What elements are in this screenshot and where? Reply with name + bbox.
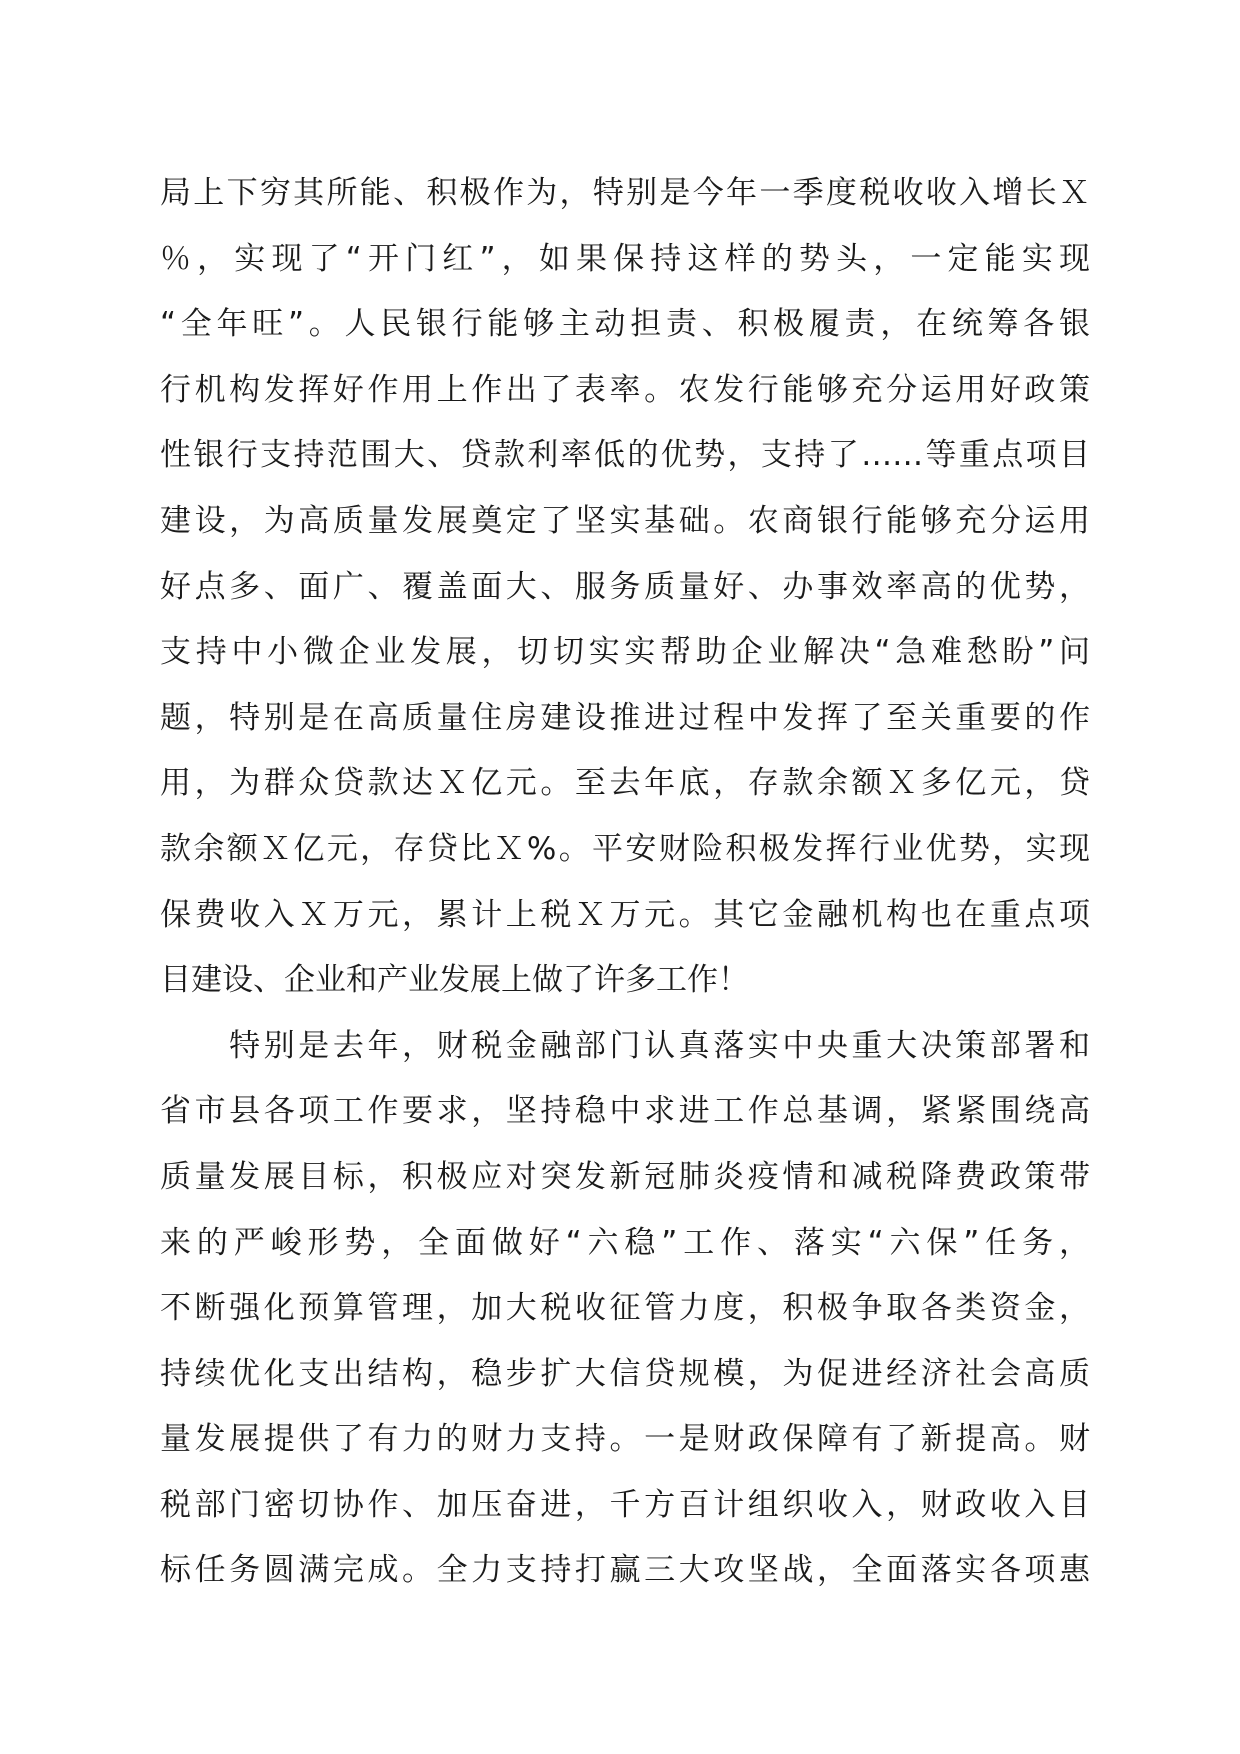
text-line: 用，为群众贷款达Ｘ亿元。至去年底，存款余额Ｘ多亿元，贷: [160, 765, 1090, 802]
text-line: 量发展提供了有力的财力支持。一是财政保障有了新提高。财: [160, 1421, 1090, 1458]
text-line: ％，实现了“开门红”，如果保持这样的势头，一定能实现: [160, 240, 1090, 277]
text-line: 题，特别是在高质量住房建设推进过程中发挥了至关重要的作: [160, 699, 1090, 736]
text-line: 来的严峻形势，全面做好“六稳”工作、落实“六保”任务，: [160, 1224, 1090, 1261]
paragraph-start-line: 特别是去年，财税金融部门认真落实中央重大决策部署和: [160, 1027, 1090, 1064]
text-line: 标任务圆满完成。全力支持打赢三大攻坚战，全面落实各项惠: [160, 1552, 1090, 1589]
text-line: 性银行支持范围大、贷款利率低的优势，支持了……等重点项目: [160, 437, 1090, 474]
text-line: 持续优化支出结构，稳步扩大信贷规模，为促进经济社会高质: [160, 1355, 1090, 1392]
text-line: 税部门密切协作、加压奋进，千方百计组织收入，财政收入目: [160, 1486, 1090, 1523]
text-line: 不断强化预算管理，加大税收征管力度，积极争取各类资金，: [160, 1290, 1090, 1327]
text-line: 省市县各项工作要求，坚持稳中求进工作总基调，紧紧围绕高: [160, 1093, 1090, 1130]
text-line: 质量发展目标，积极应对突发新冠肺炎疫情和减税降费政策带: [160, 1158, 1090, 1195]
paragraph-end-line: 目建设、企业和产业发展上做了许多工作！: [160, 962, 749, 999]
text-line: 局上下穷其所能、积极作为，特别是今年一季度税收收入增长Ｘ: [160, 175, 1090, 211]
text-line: 保费收入Ｘ万元，累计上税Ｘ万元。其它金融机构也在重点项: [160, 896, 1090, 933]
text-line: 建设，为高质量发展奠定了坚实基础。农商银行能够充分运用: [160, 502, 1090, 539]
text-line: 支持中小微企业发展，切切实实帮助企业解决“急难愁盼”问: [160, 634, 1090, 671]
body-text: [160, 161, 1090, 1604]
text-line: 款余额Ｘ亿元，存贷比Ｘ%。平安财险积极发挥行业优势，实现: [160, 830, 1090, 867]
text-line: 行机构发挥好作用上作出了表率。农发行能够充分运用好政策: [160, 371, 1090, 408]
text-line: 好点多、面广、覆盖面大、服务质量好、办事效率高的优势，: [160, 568, 1090, 605]
text-line: “全年旺”。人民银行能够主动担责、积极履责，在统筹各银: [160, 306, 1090, 343]
